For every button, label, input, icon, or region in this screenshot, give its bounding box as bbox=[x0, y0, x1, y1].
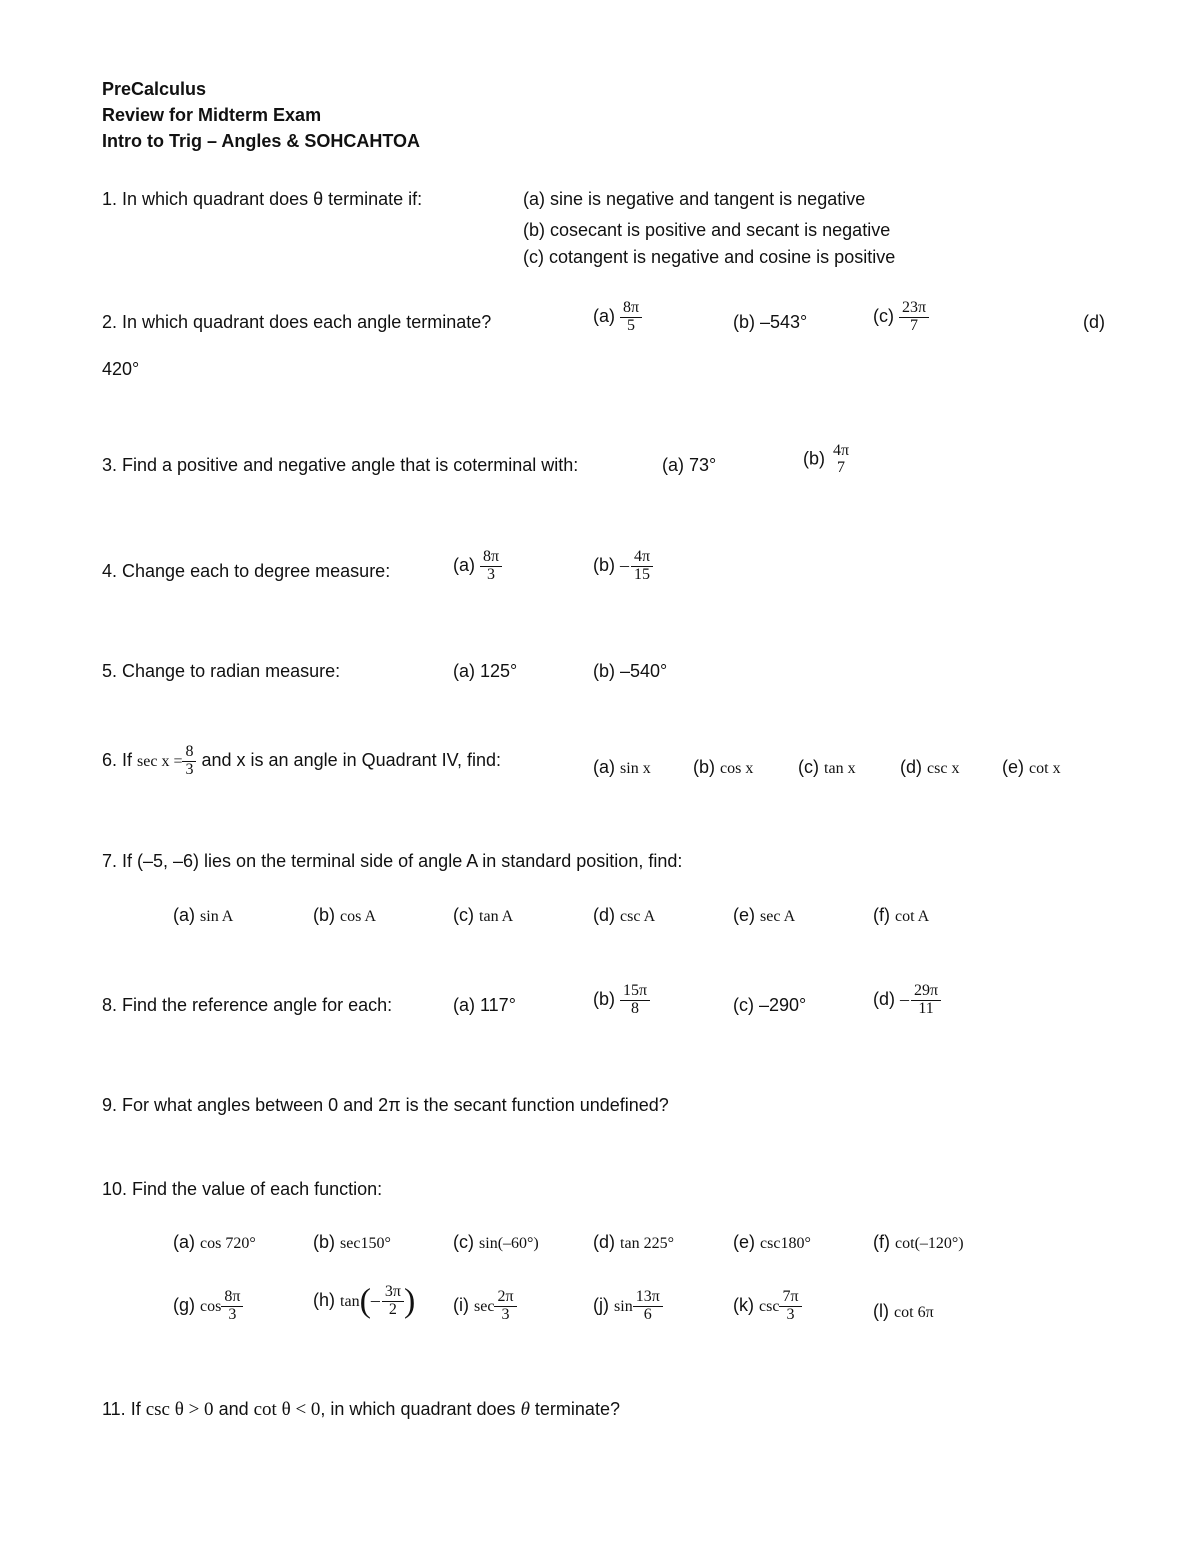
q2-c-label: (c) bbox=[873, 306, 894, 327]
q4-a-label: (a) bbox=[453, 555, 475, 576]
q4-b-den: 15 bbox=[634, 565, 651, 583]
q10-a-label: (a) bbox=[173, 1232, 195, 1252]
q1-part-c: (c) cotangent is negative and cosine is positive bbox=[523, 247, 896, 267]
q4-part-a bbox=[453, 549, 502, 584]
q8-part-a: (a) 117° bbox=[453, 995, 516, 1015]
q4-a-fraction bbox=[480, 549, 502, 584]
q2-a-num: 8π bbox=[620, 300, 642, 318]
q10-f-label: (f) bbox=[873, 1232, 890, 1252]
q10-j-fraction bbox=[633, 1289, 663, 1324]
q8-prompt: 8. Find the reference angle for each: bbox=[102, 995, 393, 1015]
q10-g-num: 8π bbox=[221, 1289, 243, 1307]
q7-b-label: (b) bbox=[313, 905, 335, 925]
q8-part-c: (c) –290° bbox=[733, 995, 807, 1015]
q7-c-value: tan A bbox=[479, 908, 514, 925]
q11-line bbox=[102, 1400, 620, 1419]
q10-part-j bbox=[593, 1289, 663, 1324]
q8-d-fraction bbox=[911, 983, 941, 1018]
q8-b-fraction bbox=[620, 983, 650, 1018]
q10-part-l bbox=[873, 1302, 934, 1321]
q10-j-num: 13π bbox=[633, 1289, 663, 1307]
q6-part-d bbox=[900, 758, 959, 777]
q10-h-num: 3π bbox=[382, 1284, 404, 1302]
q4-b-fraction bbox=[631, 549, 653, 584]
q4-b-num: 4π bbox=[631, 549, 653, 567]
q10-j-label: (j) bbox=[593, 1295, 609, 1316]
q6-c-label: (c) bbox=[798, 757, 819, 777]
q6-fraction bbox=[182, 744, 196, 779]
q6-prefix: 6. If bbox=[102, 750, 133, 771]
q10-part-e bbox=[733, 1233, 811, 1252]
q4-b-label: (b) bbox=[593, 555, 615, 576]
q10-c-label: (c) bbox=[453, 1232, 474, 1252]
q6-d-label: (d) bbox=[900, 757, 922, 777]
q8-b-num: 15π bbox=[620, 983, 650, 1001]
q2-part-d-value: 420° bbox=[102, 359, 140, 379]
q10-k-den: 3 bbox=[786, 1305, 795, 1323]
q6-b-value: cos x bbox=[720, 760, 754, 777]
q10-j-fn: sin bbox=[614, 1298, 633, 1316]
q10-part-b bbox=[313, 1233, 391, 1252]
q8-part-b bbox=[593, 983, 650, 1018]
q6-d-value: csc x bbox=[927, 760, 960, 777]
course-title: PreCalculus bbox=[102, 79, 207, 99]
q2-part-b: (b) –543° bbox=[733, 312, 808, 332]
q6-num: 8 bbox=[182, 744, 196, 762]
q6-suffix: and x is an angle in Quadrant IV, find: bbox=[201, 750, 502, 771]
q10-g-fn: cos bbox=[200, 1298, 222, 1316]
q2-part-a bbox=[593, 300, 642, 335]
q6-a-label: (a) bbox=[593, 757, 615, 777]
q8-b-label: (b) bbox=[593, 989, 615, 1010]
q2-c-fraction bbox=[899, 300, 929, 335]
q10-l-label: (l) bbox=[873, 1301, 889, 1321]
q11-end: terminate? bbox=[534, 1399, 620, 1419]
q7-d-value: csc A bbox=[620, 908, 656, 925]
q10-h-right-paren: ) bbox=[403, 1282, 416, 1320]
q10-b-label: (b) bbox=[313, 1232, 335, 1252]
q10-k-fn: csc bbox=[759, 1298, 780, 1316]
q10-i-label: (i) bbox=[453, 1295, 469, 1316]
q10-f-value: cot(–120°) bbox=[895, 1235, 964, 1252]
q11-suffix: , in which quadrant does bbox=[320, 1399, 516, 1419]
q11-and: and bbox=[218, 1399, 249, 1419]
q8-part-d bbox=[873, 983, 941, 1018]
q4-a-num: 8π bbox=[480, 549, 502, 567]
document-title: Review for Midterm Exam bbox=[102, 105, 322, 125]
q10-g-label: (g) bbox=[173, 1295, 195, 1316]
q6-a-value: sin x bbox=[620, 760, 651, 777]
q11-prefix: 11. If bbox=[102, 1399, 141, 1419]
q3-b-num: 4π bbox=[833, 442, 850, 459]
q2-c-den: 7 bbox=[910, 316, 919, 334]
q10-i-fn: sec bbox=[474, 1298, 495, 1316]
q10-b-value: sec150° bbox=[340, 1235, 391, 1252]
q10-a-value: cos 720° bbox=[200, 1235, 256, 1252]
q10-e-value: csc180° bbox=[760, 1235, 811, 1252]
q10-h-sign: – bbox=[370, 1290, 380, 1311]
q7-a-label: (a) bbox=[173, 905, 195, 925]
q10-i-fraction bbox=[494, 1289, 516, 1324]
q4-b-sign: – bbox=[620, 555, 630, 576]
q8-d-den: 11 bbox=[918, 999, 934, 1017]
q2-c-num: 23π bbox=[899, 300, 929, 318]
document-subtitle: Intro to Trig – Angles & SOHCAHTOA bbox=[102, 131, 421, 151]
q10-h-fraction bbox=[382, 1284, 404, 1319]
q3-prompt: 3. Find a positive and negative angle that is coterminal with: bbox=[102, 455, 579, 475]
q9-prompt: 9. For what angles between 0 and 2π is the secant function undefined? bbox=[102, 1095, 669, 1115]
q8-d-num: 29π bbox=[911, 983, 941, 1001]
q6-den: 3 bbox=[185, 760, 194, 778]
q10-part-d bbox=[593, 1233, 674, 1252]
q10-h-label: (h) bbox=[313, 1290, 335, 1311]
q10-h-den: 2 bbox=[388, 1300, 397, 1318]
q10-e-label: (e) bbox=[733, 1232, 755, 1252]
q10-d-label: (d) bbox=[593, 1232, 615, 1252]
q2-part-d-label: (d) bbox=[1083, 312, 1105, 332]
q7-part-b bbox=[313, 906, 376, 925]
q1-prompt: 1. In which quadrant does θ terminate if: bbox=[102, 189, 423, 209]
q5-prompt: 5. Change to radian measure: bbox=[102, 661, 341, 681]
q7-e-label: (e) bbox=[733, 905, 755, 925]
q8-d-sign: – bbox=[900, 989, 910, 1010]
q10-part-h bbox=[313, 1284, 415, 1319]
q7-prompt: 7. If (–5, –6) lies on the terminal side of angle A in standard position, find: bbox=[102, 851, 683, 871]
q10-part-a bbox=[173, 1233, 256, 1252]
q11-condition-2: cot θ < 0 bbox=[253, 1399, 321, 1420]
q10-k-num: 7π bbox=[779, 1289, 801, 1307]
q2-a-fraction bbox=[620, 300, 642, 335]
q6-part-b bbox=[693, 758, 753, 777]
q7-c-label: (c) bbox=[453, 905, 474, 925]
q10-part-g bbox=[173, 1289, 243, 1324]
q10-c-value: sin(–60°) bbox=[479, 1235, 539, 1252]
q7-e-value: sec A bbox=[760, 908, 796, 925]
q10-h-fn: tan bbox=[340, 1293, 360, 1311]
q10-part-f bbox=[873, 1233, 964, 1252]
q11-theta: θ bbox=[520, 1399, 530, 1420]
q3-b-label: (b) bbox=[803, 448, 825, 469]
q10-g-fraction bbox=[221, 1289, 243, 1324]
q10-k-fraction bbox=[779, 1289, 801, 1324]
q10-l-value: cot 6π bbox=[894, 1304, 934, 1321]
q6-e-label: (e) bbox=[1002, 757, 1024, 777]
q6-part-c bbox=[798, 758, 856, 777]
q2-part-c bbox=[873, 300, 929, 335]
q10-prompt: 10. Find the value of each function: bbox=[102, 1179, 383, 1199]
q4-a-den: 3 bbox=[487, 565, 496, 583]
q10-k-label: (k) bbox=[733, 1295, 754, 1316]
q3-b-fraction bbox=[830, 443, 852, 477]
q7-part-c bbox=[453, 906, 513, 925]
q10-part-i bbox=[453, 1289, 517, 1324]
q7-b-value: cos A bbox=[340, 908, 377, 925]
q11-condition-1: csc θ > 0 bbox=[145, 1399, 214, 1420]
q7-part-e bbox=[733, 906, 795, 925]
q10-part-k bbox=[733, 1289, 802, 1324]
q6-c-value: tan x bbox=[824, 760, 856, 777]
q1-part-a: (a) sine is negative and tangent is negative bbox=[523, 189, 866, 209]
q4-part-b bbox=[593, 549, 653, 584]
q7-d-label: (d) bbox=[593, 905, 615, 925]
q10-i-num: 2π bbox=[494, 1289, 516, 1307]
q10-i-den: 3 bbox=[501, 1305, 510, 1323]
q7-part-a bbox=[173, 906, 233, 925]
q10-j-den: 6 bbox=[643, 1305, 652, 1323]
q7-f-label: (f) bbox=[873, 905, 890, 925]
q2-a-label: (a) bbox=[593, 306, 615, 327]
q6-b-label: (b) bbox=[693, 757, 715, 777]
q7-part-d bbox=[593, 906, 655, 925]
q5-part-b: (b) –540° bbox=[593, 661, 668, 681]
q7-f-value: cot A bbox=[895, 908, 930, 925]
q6-e-value: cot x bbox=[1029, 760, 1061, 777]
q7-part-f bbox=[873, 906, 929, 925]
q10-d-value: tan 225° bbox=[620, 1235, 674, 1252]
q10-h-left-paren: ( bbox=[359, 1282, 371, 1320]
q4-prompt: 4. Change each to degree measure: bbox=[102, 561, 391, 581]
q6-part-e bbox=[1002, 758, 1061, 777]
q2-prompt: 2. In which quadrant does each angle terminate? bbox=[102, 312, 492, 332]
q7-a-value: sin A bbox=[200, 908, 234, 925]
q6-part-a bbox=[593, 758, 651, 777]
q10-g-den: 3 bbox=[228, 1305, 237, 1323]
q2-a-den: 5 bbox=[627, 316, 636, 334]
q10-part-c bbox=[453, 1233, 539, 1252]
q8-d-label: (d) bbox=[873, 989, 895, 1010]
q5-part-a: (a) 125° bbox=[453, 661, 518, 681]
q1-part-b: (b) cosecant is positive and secant is negative bbox=[523, 220, 891, 240]
q6-line bbox=[102, 744, 501, 779]
q3-part-b bbox=[803, 443, 852, 477]
q3-b-den: 7 bbox=[837, 458, 846, 476]
q8-b-den: 8 bbox=[631, 999, 640, 1017]
q3-part-a: (a) 73° bbox=[662, 455, 717, 475]
q6-sec: sec x = bbox=[137, 753, 183, 771]
